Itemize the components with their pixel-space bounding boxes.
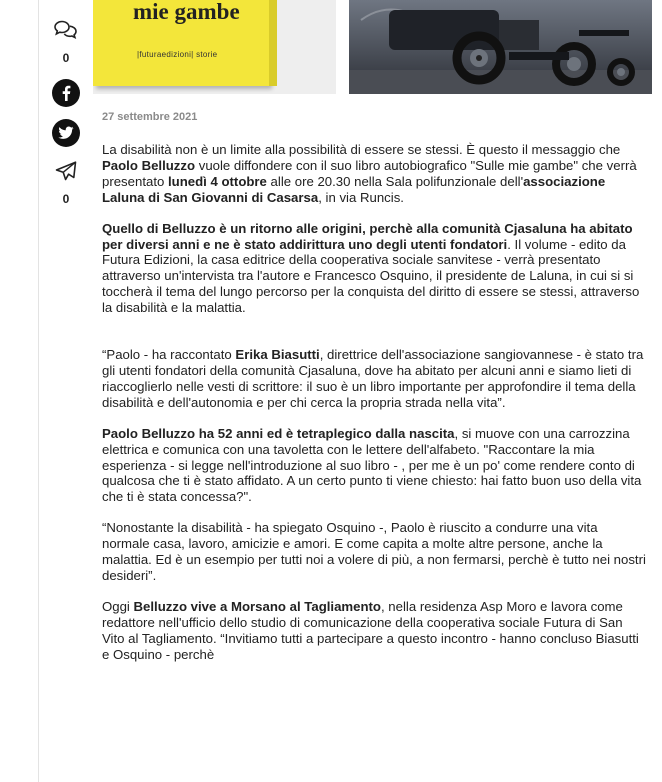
article-paragraph bbox=[102, 599, 647, 663]
comments-button[interactable] bbox=[45, 18, 87, 65]
facebook-icon bbox=[52, 79, 80, 107]
paragraph-text: Oggi bbox=[102, 598, 134, 614]
article-date: 27 settembre 2021 bbox=[102, 111, 198, 123]
paragraph-lead: Paolo Belluzzo ha 52 anni ed è tetraplegico dalla nascita bbox=[102, 425, 455, 441]
paragraph-text: , si muove con una carrozzina elettrica e comunica con una tavoletta con le lettere dell'alfabeto. "Raccontare la mia esperienza - si legge nell'introduzione al suo libro - , per me è un po' come rendere conto di qualcosa che ti è stato affidato. A un certo punto ti viene chiesto: hai fatto buon uso della vita che ti è stata concessa?". bbox=[102, 425, 642, 505]
paragraph-text: vuole diffondere con il suo libro autobiografico "Sulle mie gambe" che verrà presentato bbox=[102, 157, 637, 189]
paragraph-text: , nella residenza Asp Moro e lavora come redattore nell'ufficio dello studio di comunicazione della cooperativa sociale Futura di San Vito al Tagliamento. “Invitiamo tutti a partecipare a questo incontro - hanno concluso Biasutti e Osquino - perchè bbox=[102, 598, 639, 662]
wheelchair-photo bbox=[349, 0, 652, 94]
article-paragraph bbox=[102, 347, 647, 411]
paragraph-text: alle ore 20.30 nella Sala polifunzionale dell' bbox=[266, 173, 524, 189]
content-left-border bbox=[38, 0, 39, 782]
person-name: Erika Biasutti bbox=[235, 347, 320, 363]
paragraph-text: . Il volume - edito da Futura Edizioni, la casa editrice della cooperativa sociale sanvitese - verrà presentato attraverso un'intervista tra l'autore e Francesco Osquino, il presidente de Laluna, in cui si si toccherà il tema del lungo percorso per la conquista del diritto di essere se stessi, attraverso la disabilità e la malattia. bbox=[102, 236, 640, 316]
venue-name: associazione Laluna di San Giovanni di Casarsa bbox=[102, 173, 606, 205]
paragraph-text: La disabilità non è un limite alla possibilità di essere se stessi. È questo il messaggio che bbox=[102, 142, 621, 157]
paragraph-text: “Nonostante la disabilità - ha spiegato Osquino -, Paolo è riuscito a condurre una vita normale casa, lavoro, amicizie e amori. E come capita a molte altre persone, anche la malattia. Ed è un esempio per tutti noi a volere di più, a non fermarsi, perchè è tutto nei nostri desideri”. bbox=[102, 520, 646, 583]
facebook-share-button[interactable] bbox=[45, 79, 87, 107]
book-publisher: |futuraedizioni| storie bbox=[137, 50, 218, 59]
paragraph-lead: Quello di Belluzzo è un ritorno alle origini, perchè alla comunità Cjasaluna ha abitato per diversi anni e ne è stato addirittura uno degli utenti fondatori bbox=[102, 220, 633, 252]
twitter-icon bbox=[52, 119, 80, 147]
twitter-share-button[interactable] bbox=[45, 119, 87, 147]
article-paragraph bbox=[102, 520, 647, 584]
share-count: 0 bbox=[62, 192, 70, 206]
wheelchair-illustration bbox=[349, 0, 652, 94]
paragraph-text: “Paolo - ha raccontato bbox=[102, 347, 236, 363]
person-name: Paolo Belluzzo bbox=[102, 157, 196, 173]
send-share-button[interactable] bbox=[45, 161, 87, 206]
comment-count: 0 bbox=[62, 51, 70, 65]
paragraph-text: , direttrice dell'associazione sangiovannese - è stato tra gli utenti fondatori della comunità Cjasaluna, dove ha abitato per alcuni anni e siamo lieti di riaccoglierlo nelle vesti di scrittore: il suo è un libro importante per approfondire il tema della disabilità e dell'autonomia e per chi cerca la propria strada nella vita”. bbox=[102, 347, 644, 410]
article-paragraph bbox=[102, 426, 647, 506]
article-paragraph bbox=[102, 221, 647, 316]
book-title: mie gambe bbox=[133, 0, 240, 24]
book-cover-image bbox=[93, 0, 336, 94]
book-spine bbox=[269, 0, 277, 86]
comment-icon bbox=[54, 18, 78, 45]
paragraph-text: , in via Runcis. bbox=[318, 189, 404, 205]
article-paragraph bbox=[102, 142, 647, 206]
event-date: lunedì 4 ottobre bbox=[167, 173, 267, 189]
article-body bbox=[102, 142, 647, 677]
book-cover bbox=[93, 0, 269, 86]
paper-plane-icon bbox=[55, 161, 77, 186]
paragraph-highlight: Belluzzo vive a Morsano al Tagliamento bbox=[133, 598, 381, 614]
